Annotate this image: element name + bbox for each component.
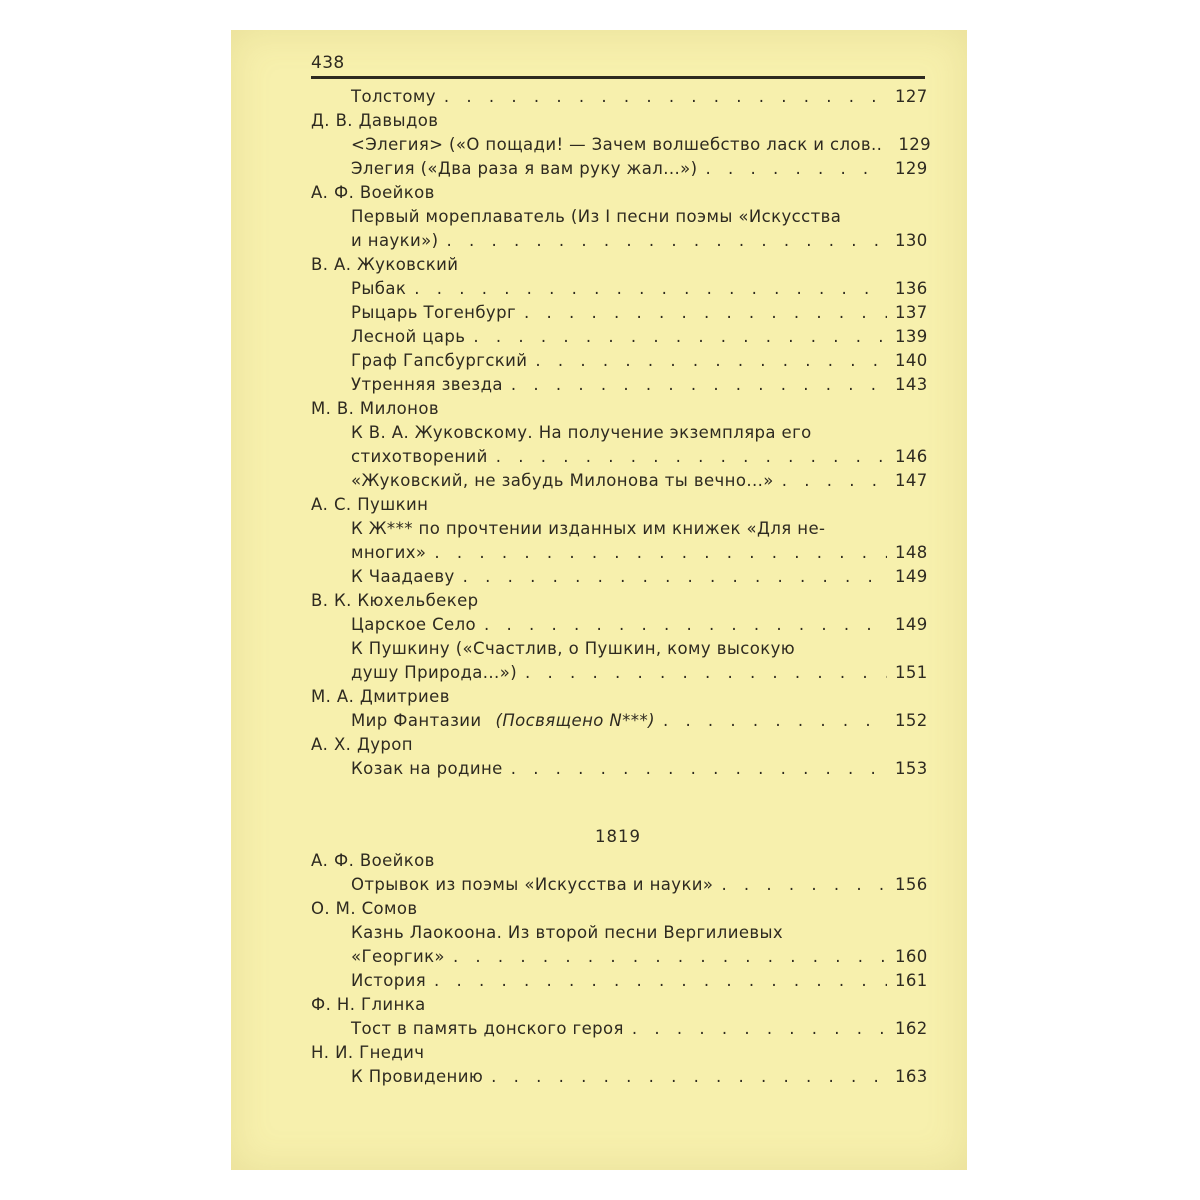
toc-entry xyxy=(351,709,928,733)
dot-leader xyxy=(535,349,887,373)
entry-title: Рыбак xyxy=(351,279,407,298)
entry-page-number: 153 xyxy=(895,759,928,778)
entry-row xyxy=(351,709,928,733)
toc-entry xyxy=(351,969,928,993)
book-page xyxy=(231,30,967,1170)
entry-page-number: 129 xyxy=(898,135,932,154)
dot-leader xyxy=(782,469,887,493)
entry-title: и науки») xyxy=(351,231,439,250)
entry-page-number: 127 xyxy=(895,87,928,106)
author-name: А. Ф. Воейков xyxy=(311,183,435,202)
dot-leader xyxy=(446,229,887,253)
entry-title: К Провидению xyxy=(351,1067,484,1086)
entry-row xyxy=(351,541,928,565)
entry-page-number: 129 xyxy=(895,159,928,178)
entry-title: душу Природа...») xyxy=(351,663,518,682)
entry-title: Толстому xyxy=(351,87,436,106)
author-name: В. А. Жуковский xyxy=(311,255,459,274)
entry-row xyxy=(351,277,928,301)
entry-page-number: 149 xyxy=(895,615,928,634)
toc-entry xyxy=(351,133,932,157)
entry-title-line: К В. А. Жуковскому. На получение экземпляра его xyxy=(351,423,812,442)
entry-page-number: 137 xyxy=(895,303,928,322)
entry-page-number: 139 xyxy=(895,327,928,346)
toc-section-1819 xyxy=(311,849,928,1089)
entry-title: «Жуковский, не забудь Милонова ты вечно...» xyxy=(351,471,774,490)
entry-page-number: 146 xyxy=(895,447,928,466)
entry-page-number: 136 xyxy=(895,279,928,298)
author-name: А. Ф. Воейков xyxy=(311,851,435,870)
entry-row xyxy=(351,565,928,589)
entry-page-number: 163 xyxy=(895,1067,928,1086)
dot-leader xyxy=(434,541,887,565)
entry-row xyxy=(351,445,928,469)
entry-row xyxy=(351,85,928,109)
dot-leader xyxy=(525,661,887,685)
dot-leader xyxy=(511,373,887,397)
entry-title: Утренняя звезда xyxy=(351,375,503,394)
entry-row xyxy=(351,301,928,325)
author-name: А. С. Пушкин xyxy=(311,495,429,514)
dot-leader xyxy=(453,945,887,969)
entry-page-number: 162 xyxy=(895,1019,928,1038)
entry-title: Элегия («Два раза я вам руку жал...») xyxy=(351,159,698,178)
entry-title: «Георгик» xyxy=(351,947,445,966)
entry-subtitle: (Посвящено N***) xyxy=(495,711,655,730)
author-name: Н. И. Гнедич xyxy=(311,1043,425,1062)
toc-entry xyxy=(351,565,928,589)
entry-page-number: 148 xyxy=(895,543,928,562)
dot-leader xyxy=(473,325,887,349)
dot-leader xyxy=(496,445,887,469)
entry-row xyxy=(351,133,932,157)
entry-title: К Чаадаеву xyxy=(351,567,455,586)
page-number: 438 xyxy=(311,53,345,73)
toc-entry xyxy=(351,349,928,373)
author-name: Д. В. Давыдов xyxy=(311,111,439,130)
toc-entry xyxy=(351,205,928,253)
entry-row xyxy=(351,349,928,373)
entry-row xyxy=(351,1065,928,1089)
table-of-contents xyxy=(311,50,932,1089)
entry-page-number: 149 xyxy=(895,567,928,586)
entry-row xyxy=(351,325,928,349)
entry-page-number: 151 xyxy=(895,663,928,682)
entry-title: Мир Фантазии xyxy=(351,711,482,730)
entry-title-line: Казнь Лаокоона. Из второй песни Вергилиевых xyxy=(351,923,784,942)
entry-row xyxy=(351,229,928,253)
entry-title: Рыцарь Тогенбург xyxy=(351,303,517,322)
year-heading: 1819 xyxy=(595,827,641,846)
toc-entry xyxy=(351,637,928,685)
entry-row xyxy=(351,661,928,685)
entry-row xyxy=(351,873,928,897)
toc-entry xyxy=(351,373,928,397)
entry-row xyxy=(351,613,928,637)
toc-entry xyxy=(351,469,928,493)
entry-page-number: 161 xyxy=(895,971,928,990)
entry-row xyxy=(351,945,928,969)
author-name: М. В. Милонов xyxy=(311,399,439,418)
author-name: А. Х. Дуроп xyxy=(311,735,413,754)
entry-row xyxy=(351,469,928,493)
entry-page-number: 143 xyxy=(895,375,928,394)
entry-title-line: Первый мореплаватель (Из I песни поэмы «Искусства xyxy=(351,207,842,226)
entry-row xyxy=(351,373,928,397)
dot-leader xyxy=(663,709,887,733)
entry-page-number: 147 xyxy=(895,471,928,490)
header-rule xyxy=(311,76,925,79)
dot-leader xyxy=(632,1017,887,1041)
entry-title: Отрывок из поэмы «Искусства и науки» xyxy=(351,875,714,894)
toc-entry xyxy=(351,301,928,325)
entry-page-number: 140 xyxy=(895,351,928,370)
toc-entry xyxy=(351,1065,928,1089)
entry-row xyxy=(351,757,928,781)
entry-row xyxy=(351,969,928,993)
author-name: М. А. Дмитриев xyxy=(311,687,450,706)
dot-leader xyxy=(511,757,887,781)
toc-entry xyxy=(351,873,928,897)
entry-title-line: К Ж*** по прочтении изданных им книжек «Для не- xyxy=(351,519,826,538)
entry-page-number: 160 xyxy=(895,947,928,966)
entry-title: стихотворений xyxy=(351,447,488,466)
dot-leader xyxy=(491,1065,887,1089)
entry-title: История xyxy=(351,971,427,990)
author-name: В. К. Кюхельбекер xyxy=(311,591,479,610)
entry-row xyxy=(351,1017,928,1041)
dot-leader xyxy=(524,301,887,325)
toc-entry xyxy=(351,517,928,565)
toc-entry xyxy=(351,613,928,637)
author-name: О. М. Сомов xyxy=(311,899,418,918)
entry-title: Тост в память донского героя xyxy=(351,1019,624,1038)
entry-title: Лесной царь xyxy=(351,327,466,346)
dot-leader xyxy=(484,613,887,637)
toc-entry xyxy=(351,85,928,109)
toc-entry xyxy=(351,921,928,969)
entry-title: Царское Село xyxy=(351,615,477,634)
dot-leader xyxy=(434,969,887,993)
dot-leader xyxy=(721,873,887,897)
entry-page-number: 130 xyxy=(895,231,928,250)
entry-title: Граф Гапсбургский xyxy=(351,351,528,370)
entry-row xyxy=(351,157,928,181)
dot-leader xyxy=(444,85,887,109)
entry-page-number: 152 xyxy=(895,711,928,730)
entry-title: Козак на родине xyxy=(351,759,503,778)
toc-entry xyxy=(351,277,928,301)
dot-leader xyxy=(463,565,887,589)
entry-title: <Элегия> («О пощади! — Зачем волшебство ласк и слов.. xyxy=(351,135,883,154)
toc-section-1818 xyxy=(311,85,932,781)
dot-leader xyxy=(414,277,887,301)
entry-title: многих» xyxy=(351,543,427,562)
toc-entry xyxy=(351,421,928,469)
dot-leader xyxy=(706,157,888,181)
entry-title-line: К Пушкину («Счастлив, о Пушкин, кому высокую xyxy=(351,639,796,658)
toc-entry xyxy=(351,1017,928,1041)
toc-entry xyxy=(351,157,928,181)
toc-entry xyxy=(351,757,928,781)
entry-page-number: 156 xyxy=(895,875,928,894)
author-name: Ф. Н. Глинка xyxy=(311,995,426,1014)
toc-entry xyxy=(351,325,928,349)
